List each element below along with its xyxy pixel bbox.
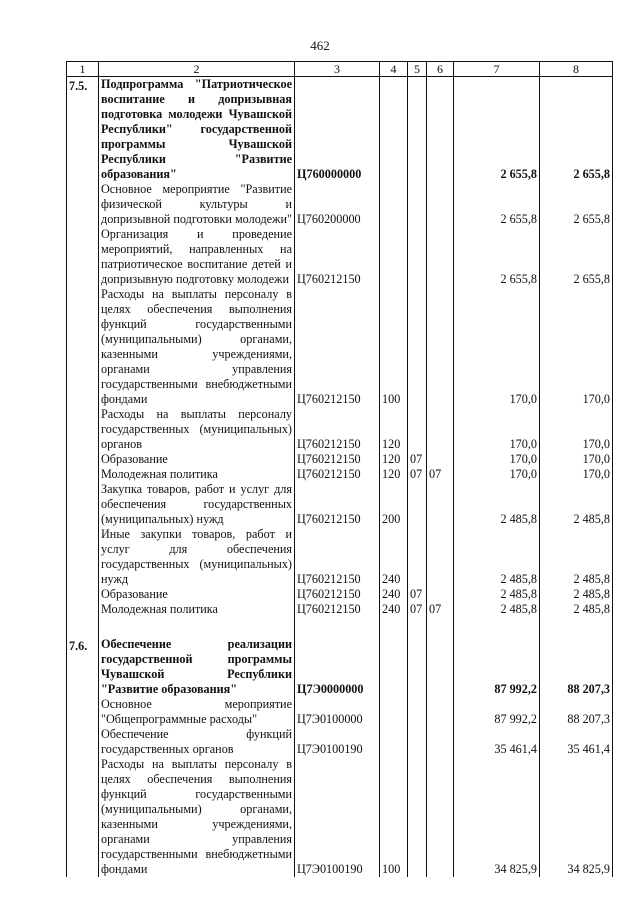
row-number xyxy=(67,757,99,877)
col-header-5: 5 xyxy=(408,62,427,77)
row-name: Обеспечение реализации государственной программы Чувашской Республики "Развитие образования" xyxy=(99,637,295,697)
amount-col8: 2 655,8 xyxy=(540,77,613,183)
spacer-cell xyxy=(427,617,454,637)
amount-col7: 87 992,2 xyxy=(454,637,540,697)
amount-col7: 2 485,8 xyxy=(454,587,540,602)
section xyxy=(408,727,427,757)
expense-type xyxy=(380,727,408,757)
amount-col7: 2 485,8 xyxy=(454,482,540,527)
amount-col8: 170,0 xyxy=(540,287,613,407)
amount-col8: 34 825,9 xyxy=(540,757,613,877)
row-number xyxy=(67,697,99,727)
table-row xyxy=(67,602,613,617)
spacer-cell xyxy=(295,617,380,637)
col-header-6: 6 xyxy=(427,62,454,77)
target-code: Ц760212150 xyxy=(295,467,380,482)
table-row xyxy=(67,482,613,527)
amount-col8: 2 485,8 xyxy=(540,527,613,587)
col-header-4: 4 xyxy=(380,62,408,77)
section: 07 xyxy=(408,587,427,602)
target-code: Ц7Э0000000 xyxy=(295,637,380,697)
row-number xyxy=(67,587,99,602)
row-number xyxy=(67,527,99,587)
row-number: 7.5. xyxy=(67,77,99,183)
subsection xyxy=(427,587,454,602)
subsection xyxy=(427,757,454,877)
spacer-cell xyxy=(540,617,613,637)
row-number: 7.6. xyxy=(67,637,99,697)
expense-type xyxy=(380,182,408,227)
row-name: Иные закупки товаров, работ и услуг для обеспечения государственных (муниципальных) нужд xyxy=(99,527,295,587)
col-header-8: 8 xyxy=(540,62,613,77)
expense-type: 120 xyxy=(380,467,408,482)
table-row xyxy=(67,757,613,877)
row-name: Основное мероприятие "Развитие физической культуры и допризывной подготовки молодежи" xyxy=(99,182,295,227)
col-header-3: 3 xyxy=(295,62,380,77)
row-number xyxy=(67,227,99,287)
subsection xyxy=(427,407,454,452)
row-number xyxy=(67,467,99,482)
section xyxy=(408,697,427,727)
amount-col8: 88 207,3 xyxy=(540,697,613,727)
amount-col8: 170,0 xyxy=(540,452,613,467)
section xyxy=(408,637,427,697)
section: 07 xyxy=(408,467,427,482)
target-code: Ц760212150 xyxy=(295,227,380,287)
row-name: Образование xyxy=(99,587,295,602)
table-body xyxy=(67,77,613,878)
row-name: Закупка товаров, работ и услуг для обеспечения государственных (муниципальных) нужд xyxy=(99,482,295,527)
expense-type xyxy=(380,637,408,697)
amount-col8: 170,0 xyxy=(540,407,613,452)
section xyxy=(408,482,427,527)
amount-col8: 2 655,8 xyxy=(540,182,613,227)
target-code: Ц760212150 xyxy=(295,407,380,452)
subsection xyxy=(427,697,454,727)
amount-col7: 2 485,8 xyxy=(454,527,540,587)
subsection xyxy=(427,482,454,527)
spacer-cell xyxy=(67,617,99,637)
spacer-cell xyxy=(380,617,408,637)
target-code: Ц760212150 xyxy=(295,527,380,587)
page-number: 462 xyxy=(310,38,330,53)
section xyxy=(408,182,427,227)
subsection: 07 xyxy=(427,602,454,617)
expense-type: 100 xyxy=(380,287,408,407)
row-name: Расходы на выплаты персоналу государственных (муниципальных) органов xyxy=(99,407,295,452)
row-name: Расходы на выплаты персоналу в целях обеспечения выполнения функций государственными (муниципальными) органами, казенными учреждениями, органами управления государственными внебюджетными фондами xyxy=(99,757,295,877)
section: 07 xyxy=(408,602,427,617)
table-row xyxy=(67,727,613,757)
amount-col7: 2 655,8 xyxy=(454,182,540,227)
table-row xyxy=(67,467,613,482)
amount-col7: 35 461,4 xyxy=(454,727,540,757)
target-code: Ц7Э0100190 xyxy=(295,727,380,757)
row-number xyxy=(67,602,99,617)
amount-col7: 2 655,8 xyxy=(454,227,540,287)
amount-col8: 88 207,3 xyxy=(540,637,613,697)
row-name: Молодежная политика xyxy=(99,602,295,617)
subsection xyxy=(427,287,454,407)
table-row xyxy=(67,697,613,727)
target-code: Ц760200000 xyxy=(295,182,380,227)
row-number xyxy=(67,287,99,407)
row-name: Организация и проведение мероприятий, направленных на патриотическое воспитание детей и допризывную подготовку молодежи xyxy=(99,227,295,287)
amount-col7: 87 992,2 xyxy=(454,697,540,727)
amount-col7: 2 485,8 xyxy=(454,602,540,617)
table-row xyxy=(67,637,613,697)
table-row xyxy=(67,77,613,183)
row-name: Основное мероприятие "Общепрограммные расходы" xyxy=(99,697,295,727)
amount-col8: 35 461,4 xyxy=(540,727,613,757)
target-code: Ц760212150 xyxy=(295,482,380,527)
target-code: Ц760212150 xyxy=(295,287,380,407)
subsection xyxy=(427,727,454,757)
amount-col8: 2 485,8 xyxy=(540,587,613,602)
section xyxy=(408,527,427,587)
expense-type: 120 xyxy=(380,452,408,467)
subsection xyxy=(427,637,454,697)
header-row xyxy=(67,62,613,77)
subsection xyxy=(427,227,454,287)
expense-type: 200 xyxy=(380,482,408,527)
amount-col8: 2 485,8 xyxy=(540,482,613,527)
section: 07 xyxy=(408,452,427,467)
expense-type: 240 xyxy=(380,602,408,617)
row-number xyxy=(67,727,99,757)
table-row xyxy=(67,182,613,227)
spacer-cell xyxy=(454,617,540,637)
table-row xyxy=(67,587,613,602)
col-header-7: 7 xyxy=(454,62,540,77)
subsection xyxy=(427,527,454,587)
amount-col7: 170,0 xyxy=(454,287,540,407)
table-row xyxy=(67,227,613,287)
spacer-row xyxy=(67,617,613,637)
table-row xyxy=(67,452,613,467)
row-name: Образование xyxy=(99,452,295,467)
amount-col7: 34 825,9 xyxy=(454,757,540,877)
row-number xyxy=(67,482,99,527)
table-row xyxy=(67,407,613,452)
target-code: Ц7Э0100190 xyxy=(295,757,380,877)
subsection xyxy=(427,77,454,183)
target-code: Ц760000000 xyxy=(295,77,380,183)
table-row xyxy=(67,527,613,587)
row-number xyxy=(67,452,99,467)
col-header-1: 1 xyxy=(67,62,99,77)
subsection xyxy=(427,182,454,227)
amount-col7: 170,0 xyxy=(454,452,540,467)
amount-col8: 2 655,8 xyxy=(540,227,613,287)
row-name: Молодежная политика xyxy=(99,467,295,482)
amount-col7: 170,0 xyxy=(454,407,540,452)
expense-type xyxy=(380,77,408,183)
row-name: Расходы на выплаты персоналу в целях обеспечения выполнения функций государственными (муниципальными) органами, казенными учреждениями, органами управления государственными внебюджетными фондами xyxy=(99,287,295,407)
subsection xyxy=(427,452,454,467)
table-row xyxy=(67,287,613,407)
target-code: Ц7Э0100000 xyxy=(295,697,380,727)
row-number xyxy=(67,407,99,452)
expense-type: 240 xyxy=(380,527,408,587)
subsection: 07 xyxy=(427,467,454,482)
expense-type xyxy=(380,227,408,287)
section xyxy=(408,287,427,407)
expense-type xyxy=(380,697,408,727)
expense-type: 120 xyxy=(380,407,408,452)
amount-col7: 170,0 xyxy=(454,467,540,482)
expense-type: 100 xyxy=(380,757,408,877)
section xyxy=(408,77,427,183)
target-code: Ц760212150 xyxy=(295,602,380,617)
row-number xyxy=(67,182,99,227)
amount-col8: 2 485,8 xyxy=(540,602,613,617)
row-name: Подпрограмма "Патриотическое воспитание и допризывная подготовка молодежи Чувашской Республики" государственной программы Чувашской Республики "Развитие образования" xyxy=(99,77,295,183)
spacer-cell xyxy=(408,617,427,637)
section xyxy=(408,227,427,287)
expense-type: 240 xyxy=(380,587,408,602)
section xyxy=(408,757,427,877)
amount-col7: 2 655,8 xyxy=(454,77,540,183)
target-code: Ц760212150 xyxy=(295,452,380,467)
col-header-2: 2 xyxy=(99,62,295,77)
budget-table xyxy=(66,61,613,877)
spacer-cell xyxy=(99,617,295,637)
row-name: Обеспечение функций государственных органов xyxy=(99,727,295,757)
amount-col8: 170,0 xyxy=(540,467,613,482)
section xyxy=(408,407,427,452)
target-code: Ц760212150 xyxy=(295,587,380,602)
